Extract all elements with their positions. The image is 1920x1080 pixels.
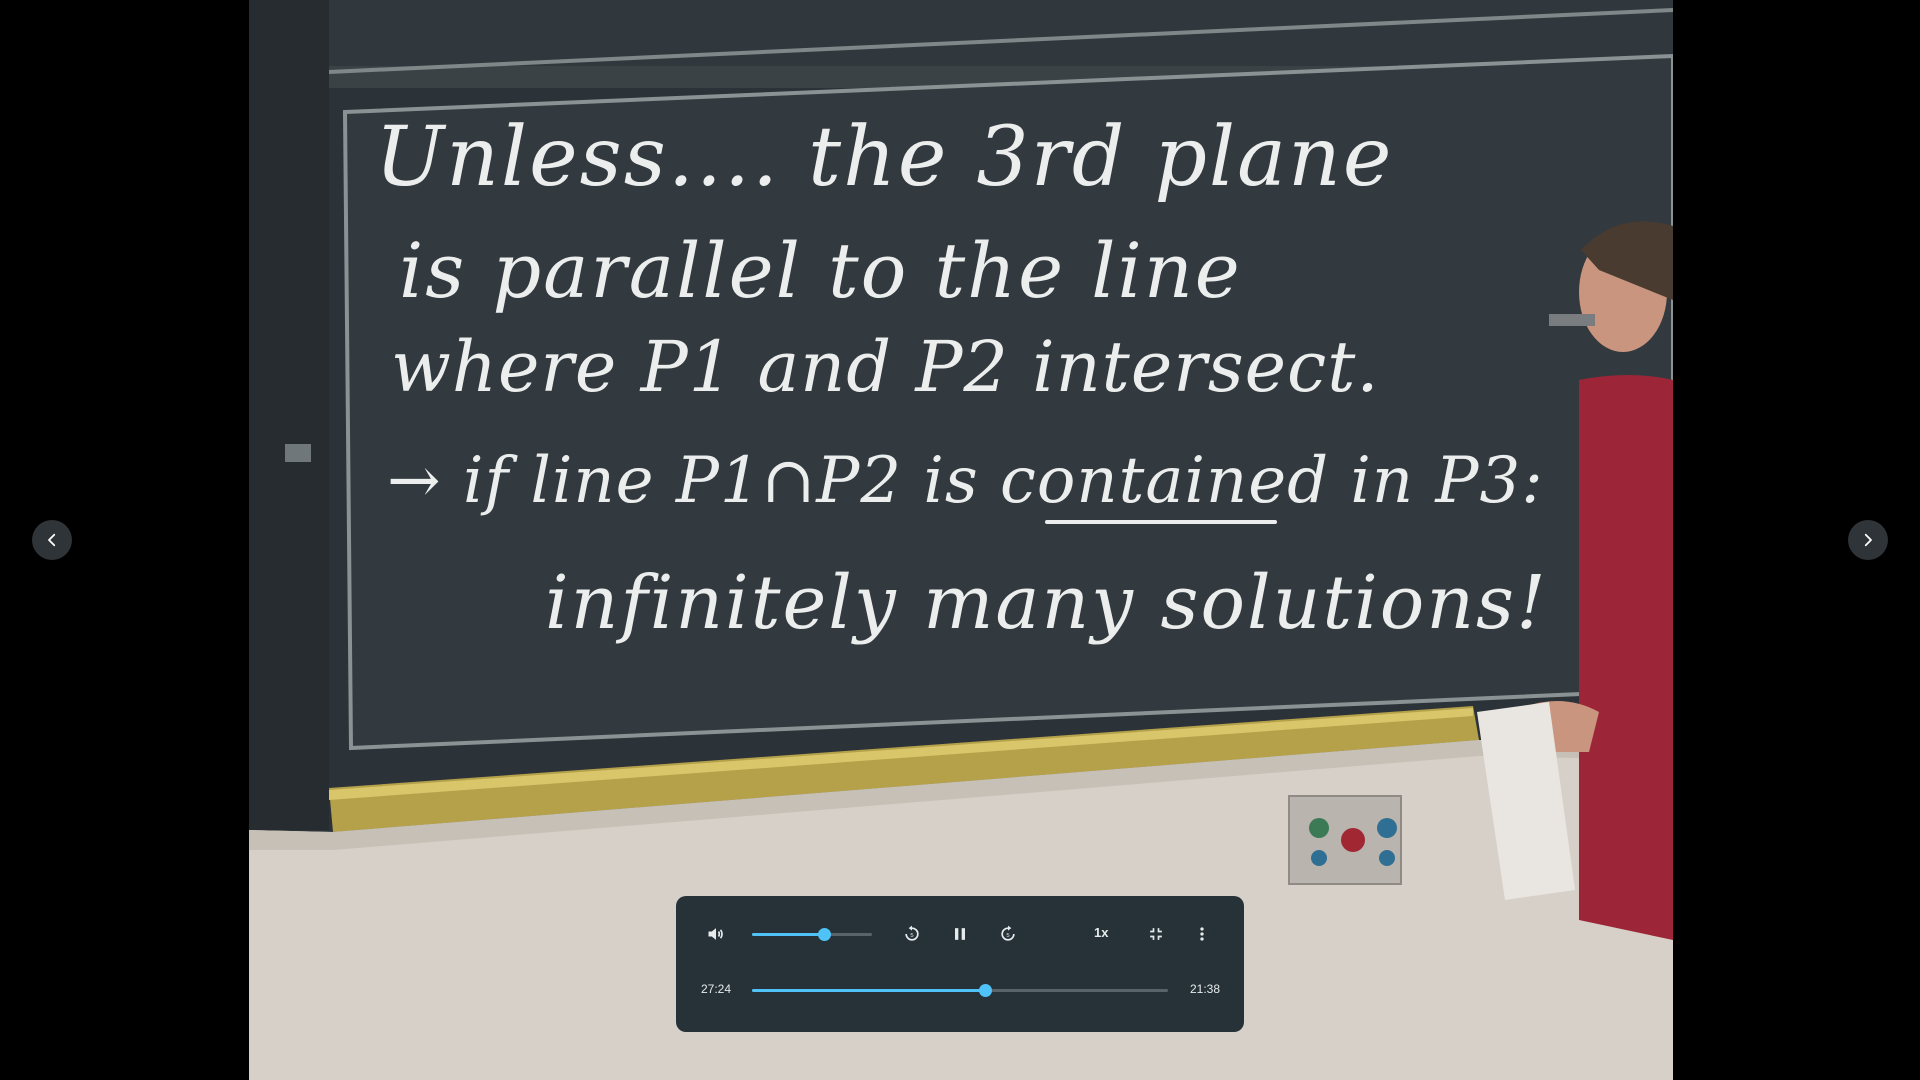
playback-speed-button[interactable]: 1x [1094, 925, 1109, 940]
progress-bar[interactable] [752, 989, 1168, 992]
board-line-4: → if line P1∩P2 is contained in P3: [387, 444, 1544, 518]
progress-bar-thumb[interactable] [979, 984, 992, 997]
chevron-right-icon [1859, 531, 1877, 549]
duration: 21:38 [1190, 982, 1221, 996]
volume-slider-thumb[interactable] [818, 928, 831, 941]
controls-bottom-row [676, 970, 1244, 1010]
forward-button[interactable] [992, 918, 1024, 950]
board-line-2: is parallel to the line [399, 226, 1242, 315]
board-line-5: infinitely many solutions! [545, 560, 1548, 646]
replay-5-icon [902, 924, 922, 944]
pause-icon [950, 924, 970, 944]
exit-fullscreen-icon [1146, 924, 1166, 944]
exit-fullscreen-button[interactable] [1140, 918, 1172, 950]
previous-button[interactable] [32, 520, 72, 560]
volume-icon [706, 924, 726, 944]
current-time: 27:24 [701, 982, 732, 996]
pause-button[interactable] [944, 918, 976, 950]
more-options-button[interactable] [1186, 918, 1218, 950]
forward-5-icon [998, 924, 1018, 944]
more-vert-icon [1192, 924, 1212, 944]
volume-slider[interactable] [752, 933, 872, 936]
volume-slider-fill [752, 933, 824, 936]
controls-top-row [676, 914, 1244, 954]
chevron-left-icon [43, 531, 61, 549]
next-button[interactable] [1848, 520, 1888, 560]
underline-contained [1045, 520, 1277, 524]
board-line-1: Unless.... the 3rd plane [375, 110, 1394, 205]
chalk-text [249, 0, 1673, 760]
progress-bar-fill [752, 989, 985, 992]
volume-button[interactable] [700, 918, 732, 950]
svg-text:5: 5 [910, 932, 914, 939]
svg-text:5: 5 [1006, 932, 1010, 939]
player-controls [676, 896, 1244, 1032]
board-line-3: where P1 and P2 intersect. [391, 326, 1380, 408]
rewind-button[interactable] [896, 918, 928, 950]
